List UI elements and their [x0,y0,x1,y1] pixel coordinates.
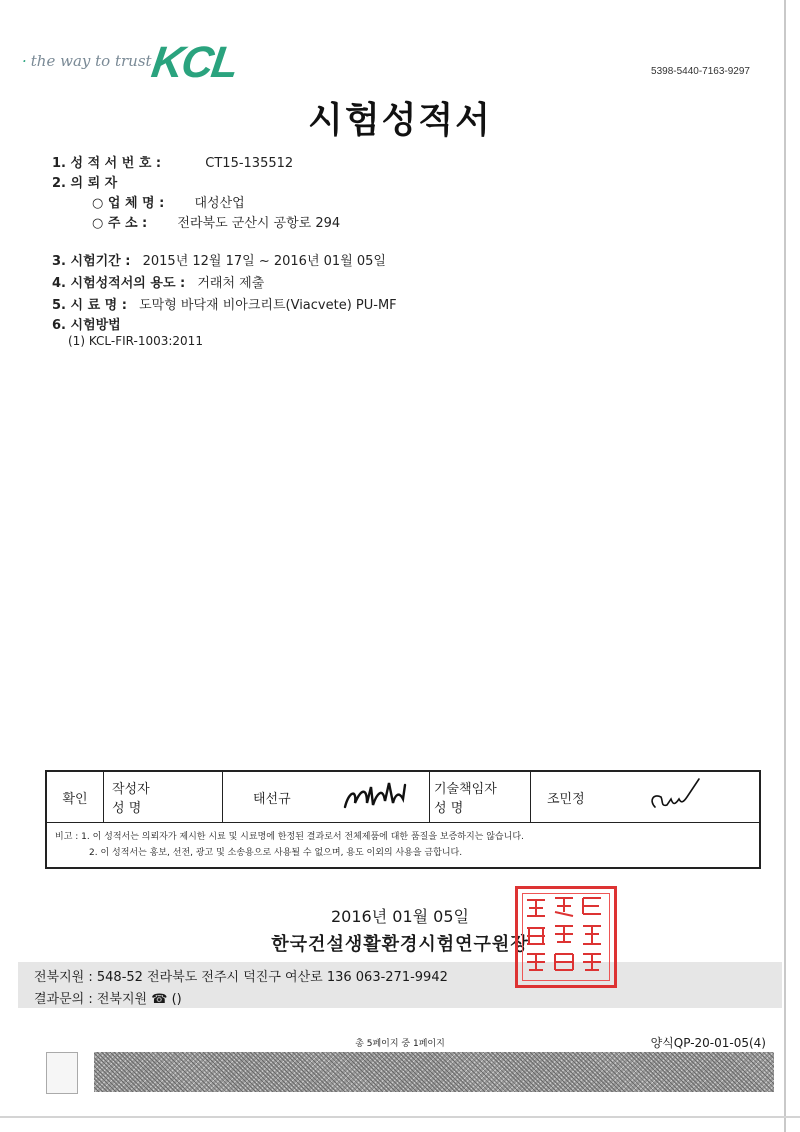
report-number-label: 1. 성 적 서 번 호 : [52,156,162,171]
method-row [52,314,121,333]
tech-name: 조민정 [547,791,585,807]
signature-table [45,770,761,869]
address-value: 전라북도 군산시 공항로 294 [177,216,341,231]
scan-noise-box [46,1052,78,1094]
kcl-logo: KCL [148,38,240,87]
author-signature [333,772,430,822]
author-name: 태선규 [253,791,291,807]
tagline [22,52,152,70]
company-value: 대성산업 [194,196,245,211]
inquiry-contact: 결과문의 : 전북지원 ☎ () [34,992,182,1007]
note-1: 비고 : 1. 이 성적서는 의뢰자가 제시한 시료 및 시료명에 한정된 결과로서 전체제품에 대한 품질을 보증하지는 않습니다. [55,832,524,842]
confirm-label: 확인 [47,772,104,822]
page-title: 시험성적서 [308,100,492,141]
sample-value: 도막형 바닥재 비아크리트(Viacvete) PU-MF [139,298,397,313]
author-name-label: 성 명 [112,801,142,816]
method-label: 6. 시험방법 [52,318,121,333]
author-label-cell [104,772,223,822]
purpose-value: 거래처 제출 [197,276,265,291]
test-period-label: 3. 시험기간 : [52,254,131,269]
seal-stamp-icon [515,886,611,982]
scan-edge-right [784,0,786,1132]
official-seal [515,886,617,988]
form-number: 양식QP-20-01-05(4) [650,1036,766,1050]
company-row [92,192,245,211]
address-row [92,212,340,231]
tagline-text: the way to trust [30,52,152,70]
tech-signature-icon [627,773,747,821]
test-period-row [52,250,386,269]
signature-row [47,772,759,823]
purpose-row [52,272,264,291]
page-count: 총 5페이지 중 1페이지 [355,1039,445,1049]
method-value-row [68,334,203,348]
client-row [52,172,117,191]
bullet-icon: · [22,52,27,70]
address-label: ○ 주 소 : [92,216,148,231]
tech-label: 기술책임자 [434,782,497,797]
test-period-value: 2015년 12월 17일 ~ 2016년 01월 05일 [142,254,386,269]
sample-row [52,294,397,313]
branch-contact: 전북지원 : 548-52 전라북도 전주시 덕진구 여산로 136 063-271-9942 [34,970,448,985]
scan-edge-bottom [0,1116,800,1118]
notes-section [47,823,759,867]
method-value: (1) KCL-FIR-1003:2011 [68,334,203,348]
issue-date: 2016년 01월 05일 [331,907,469,926]
author-signature-icon [333,773,429,821]
report-number-value: CT15-135512 [205,156,294,171]
issuer-name: 한국건설생활환경시험연구원장 [271,934,529,955]
tech-name-label: 성 명 [434,801,464,816]
author-label: 작성자 [112,782,150,797]
tech-signature [627,772,759,822]
client-label: 2. 의 뢰 자 [52,176,118,191]
document-number: 5398-5440-7163-9297 [651,66,750,77]
company-label: ○ 업 체 명 : [92,196,165,211]
purpose-label: 4. 시험성적서의 용도 : [52,276,186,291]
report-number-row [52,152,293,171]
sample-label: 5. 시 료 명 : [52,298,127,313]
security-pattern-band [94,1052,774,1092]
note-2: 2. 이 성적서는 홍보, 선전, 광고 및 소송용으로 사용될 수 없으며, 용도 이외의 사용을 금합니다. [89,848,463,858]
tech-label-cell [430,772,531,822]
